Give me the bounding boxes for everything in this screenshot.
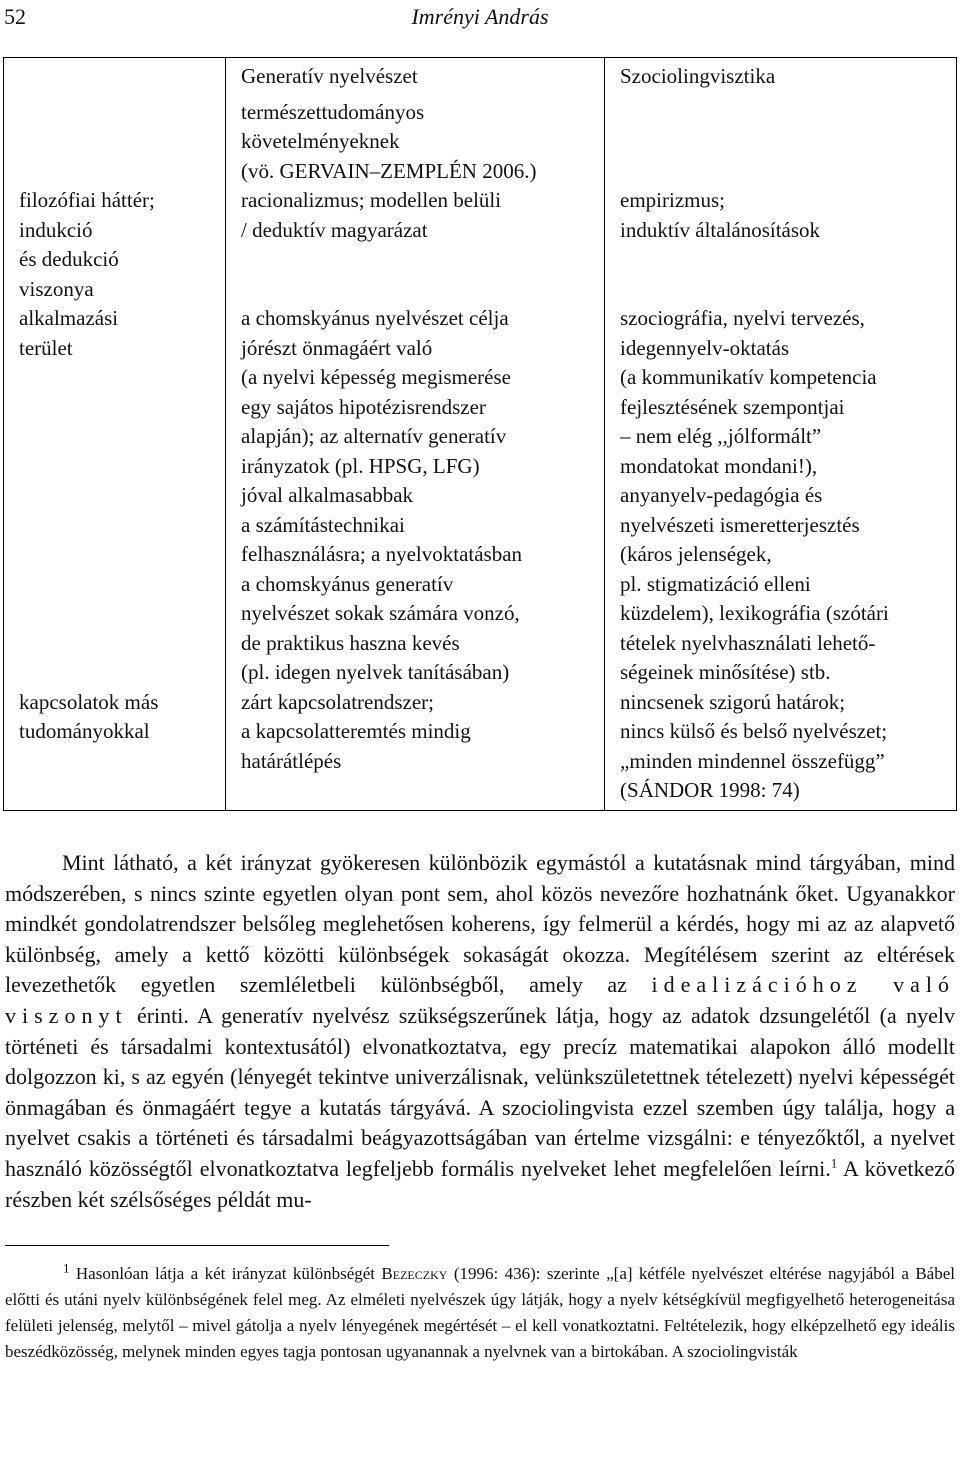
footnote-separator	[5, 1245, 389, 1246]
cell-line: természettudományos	[241, 99, 425, 124]
table-row	[4, 304, 957, 688]
socio-cell	[605, 186, 957, 304]
footnote	[5, 1261, 955, 1365]
emphasis-spaced: idealizációhoz való viszonyt	[5, 972, 956, 1028]
cell-line: de praktikus haszna kevés	[241, 630, 460, 655]
cell-line: indukció	[19, 217, 93, 242]
column-header-sociolinguistics: Szociolingvisztika	[605, 58, 957, 98]
cell-line: alkalmazási	[19, 306, 119, 330]
paragraph-text: A következő részben két szélsőséges példát mu-	[5, 1155, 955, 1212]
generative-cell	[226, 186, 605, 304]
cell-line: határátlépés	[241, 748, 342, 773]
row-label-cell	[4, 186, 226, 304]
row-label-cell	[4, 688, 226, 811]
socio-cell	[605, 98, 957, 187]
socio-cell	[605, 688, 957, 811]
cell-line: „minden mindennel összefügg”	[620, 748, 885, 773]
cell-line: tudományokkal	[19, 719, 150, 743]
paragraph	[5, 848, 955, 1215]
cell-line: követelményeknek	[241, 129, 400, 153]
footnote-mark: 1	[63, 1260, 70, 1276]
cell-line: fejlesztésének szempontjai	[620, 394, 845, 419]
generative-cell	[226, 688, 605, 811]
cell-line: a számítástechnikai	[241, 512, 405, 537]
footnote-text: (1996: 436): szerinte „[a] kétféle nyelvészet eltérése nagyjából a Bábel előtti és utáni nyelv különbségének felel meg. Az elméleti nyelvészek úgy látják, hogy a nyelv kétségkívül megfigyelhető heterogeneitása felületi jelenség, melytől – mivel gátolja a nyelv lényegének megértését – el kell vonatkoztatni. Feltételezik, hogy elképzelhető egy ideális beszédközösség, melynek minden egyes tagja pontosan ugyanannak a nyelvnek van a birtokában. A szociolingvisták	[5, 1264, 955, 1361]
column-header-empty	[4, 58, 226, 98]
small-caps-name: EMPLÉN	[392, 158, 477, 183]
cell-line: zárt kapcsolatrendszer;	[241, 689, 434, 714]
cell-line: – nem elég ,,jólformált”	[620, 424, 822, 448]
cell-line: nyelvészeti ismeretterjesztés	[620, 512, 860, 537]
cell-line: anyanyelv-pedagógia és	[620, 483, 823, 507]
cell-line: (a kommunikatív kompetencia	[620, 365, 877, 389]
cell-line: racionalizmus; modellen belüli	[241, 188, 502, 212]
row-label-cell	[4, 98, 226, 187]
table-row	[4, 98, 957, 187]
cell-line: küzdelem), lexikográfia (szótári	[620, 601, 889, 625]
cell-line: (vö. GERVAIN–ZEMPLÉN 2006.)	[241, 158, 537, 183]
cell-line: pl. stigmatizáció elleni	[620, 571, 811, 596]
cell-line: (káros jelenségek,	[620, 542, 772, 566]
cell-line: jórészt önmagáért való	[241, 335, 433, 360]
cell-line: felhasználásra; a nyelvoktatásban	[241, 542, 523, 566]
cell-line: és dedukció	[19, 247, 119, 271]
cell-line: (SÁNDOR 1998: 74)	[620, 778, 800, 802]
table-header-row	[4, 58, 957, 98]
running-head: Imrényi András	[411, 4, 549, 29]
paragraph-text: Mint látható, a két irányzat gyökeresen különbözik egymástól a kutatásnak mind tárgyában, mind módszerében, s nincs szinte egyetlen olyan pont sem, ahol közös nevezőre hozhatnánk őket. Ugyanakkor mindkét gondolatrendszer belsőleg meglehetősen koherens, így felmerül a kérdés, hogy mi az az alapvető különbség, amely a kettő közötti különbségek sokaságát okozza. Megítélésem szerint az eltérések levezethetők egyetlen szemléletbeli különbségből, amely az	[5, 850, 955, 998]
body-text	[5, 848, 955, 1215]
cell-line: szociográfia, nyelvi tervezés,	[620, 306, 865, 330]
cell-line: nincs külső és belső nyelvészet;	[620, 719, 888, 743]
cell-line: a chomskyánus generatív	[241, 571, 454, 596]
small-caps-name: ERVAIN	[294, 158, 370, 183]
cell-line: alapján); az alternatív generatív	[241, 424, 507, 448]
cell-line: mondatokat mondani!),	[620, 453, 818, 478]
generative-cell	[226, 98, 605, 187]
footnote-paragraph	[5, 1261, 955, 1365]
footnote-reference[interactable]: 1	[830, 1155, 838, 1171]
column-header-generative: Generatív nyelvészet	[226, 58, 605, 98]
cell-line: egy sajátos hipotézisrendszer	[241, 394, 486, 419]
cell-line: empirizmus;	[620, 188, 725, 212]
cell-line: filozófiai háttér;	[19, 188, 155, 212]
generative-cell	[226, 304, 605, 688]
cell-line: idegennyelv-oktatás	[620, 335, 790, 360]
cell-line: jóval alkalmasabbak	[241, 483, 414, 507]
cell-line: viszonya	[19, 276, 94, 301]
table-row	[4, 186, 957, 304]
cell-line: induktív általánosítások	[620, 217, 821, 242]
cell-line: (pl. idegen nyelvek tanításában)	[241, 660, 510, 684]
cell-line: tételek nyelvhasználati lehető-	[620, 630, 876, 655]
cell-line: irányzatok (pl. HPSG, LFG)	[241, 453, 480, 478]
small-caps-name: ÁNDOR	[638, 778, 714, 802]
cell-line: nincsenek szigorú határok;	[620, 689, 846, 714]
page-header	[0, 0, 960, 40]
cell-line: (a nyelvi képesség megismerése	[241, 365, 511, 389]
cell-line: terület	[19, 335, 73, 360]
cell-line: nyelvészet sokak számára vonzó,	[241, 601, 520, 625]
cell-line: a chomskyánus nyelvészet célja	[241, 306, 509, 330]
row-label-cell	[4, 304, 226, 688]
paragraph-text: érinti. A generatív nyelvész szükségszerűnek látja, hogy az adatok dzsungelétől (a nyelv történeti és társadalmi kontextusától) elvonatkoztatva, egy precíz matematikai alapokon álló modellt dolgozzon ki, s az egyén (lényegét tekintve univerzálisnak, velünkszületettnek tételezett) nyelvi képességét önmagában és önmagáért tegye a kutatás tárgyává. A szociolingvista ezzel szemben úgy találja, hogy a nyelvet csakis a történeti és társadalmi beágyazottságában van értelme vizsgálni: e tényezőktől, a nyelvet használó közösségtől elvonatkoztatva legfeljebb formális nyelveket lehet megfelelően leírni.	[5, 1002, 956, 1181]
cell-line: / deduktív magyarázat	[241, 217, 428, 242]
cell-line: kapcsolatok más	[19, 689, 159, 714]
page-number: 52	[4, 4, 26, 29]
footnote-text: Hasonlóan látja a két irányzat különbségét	[69, 1264, 382, 1283]
cell-line: a kapcsolatteremtés mindig	[241, 719, 471, 743]
socio-cell	[605, 304, 957, 688]
comparison-table	[3, 57, 957, 811]
footnote-author: Bezeczky	[381, 1264, 448, 1283]
table-row	[4, 688, 957, 811]
cell-line: ségeinek minősítése) stb.	[620, 660, 831, 684]
